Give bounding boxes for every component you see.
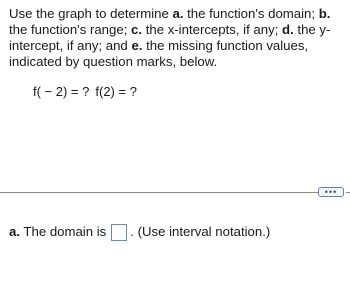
answer-prompt: The domain is <box>20 224 107 239</box>
question-intro: Use the graph to determine <box>9 6 173 21</box>
domain-answer-input[interactable] <box>111 224 127 241</box>
question-text <box>9 6 345 70</box>
question-x-intercepts-text: the x-intercepts, if any; <box>142 22 283 37</box>
question-y-intercept-text: the y-intercept, if any; and <box>9 22 331 53</box>
expand-more-button[interactable] <box>318 187 344 197</box>
part-a-marker: a. <box>172 6 184 21</box>
part-c-marker: c. <box>131 22 143 37</box>
section-divider <box>0 192 318 193</box>
function-value-f-2: f(2) = ? <box>95 84 137 99</box>
question-range-text: the function's range; <box>9 22 132 37</box>
part-d-marker: d. <box>282 22 294 37</box>
more-dots-icon: ••• <box>324 187 338 197</box>
answer-row <box>9 223 270 241</box>
section-divider-end <box>346 192 350 193</box>
answer-part-label: a. <box>9 224 20 239</box>
question-domain-text: the function's domain; <box>183 6 319 21</box>
part-b-marker: b. <box>318 6 331 21</box>
part-e-marker: e. <box>131 38 143 53</box>
function-values <box>33 84 137 100</box>
answer-hint: . (Use interval notation.) <box>130 224 271 239</box>
function-value-f-neg2: f( − 2) = ? <box>33 84 90 99</box>
question-missing-values-text: the missing function values, indicated by question marks, below. <box>9 38 309 69</box>
